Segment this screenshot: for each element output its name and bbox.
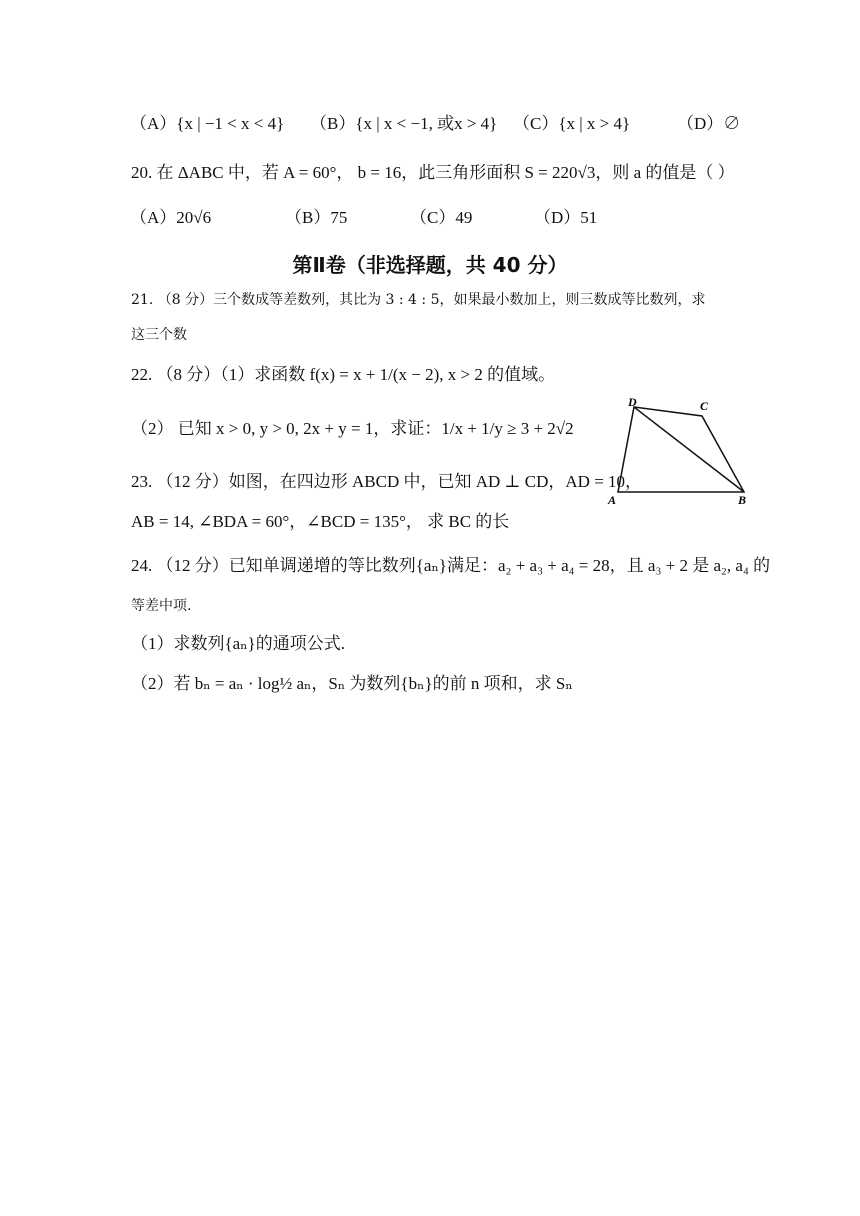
q20-option-a bbox=[130, 208, 211, 228]
q24-line2: 等差中项. bbox=[131, 598, 192, 614]
q20-option-b bbox=[285, 208, 347, 228]
q19-option-c bbox=[513, 114, 630, 134]
vertex-label-d: D bbox=[628, 396, 637, 409]
q19-option-a-text: {x | −1 < x < 4} bbox=[176, 114, 285, 133]
q19-option-d-text: ∅ bbox=[723, 114, 741, 133]
q19-option-d bbox=[677, 114, 740, 134]
q24-part1: （1）求数列{aₙ}的通项公式. bbox=[131, 634, 345, 653]
q19-option-a-label: （A） bbox=[130, 114, 177, 133]
vertex-label-a: A bbox=[608, 493, 617, 507]
q20-option-d-label: （D） bbox=[534, 208, 581, 227]
q20-option-c bbox=[410, 208, 472, 228]
vertex-label-b: B bbox=[738, 493, 747, 507]
q20-option-c-text: 49 bbox=[455, 208, 473, 227]
q22-part2: （2） 已知 x > 0, y > 0, 2x + y = 1，求证：1/x + 1/y ≥ 3 + 2√2 bbox=[131, 419, 574, 438]
q20-option-b-label: （B） bbox=[285, 208, 331, 227]
q19-option-b-label: （B） bbox=[310, 114, 356, 133]
q23-line2: AB = 14, ∠BDA = 60°，∠BCD = 135°， 求 BC 的长 bbox=[131, 512, 510, 531]
q19-option-d-label: （D） bbox=[677, 114, 724, 133]
q19-option-b-text: {x | x < −1, 或x > 4} bbox=[355, 114, 498, 133]
q20-option-a-text: 20√6 bbox=[176, 208, 212, 227]
vertex-label-c: C bbox=[700, 399, 709, 413]
q21-line2: 这三个数 bbox=[131, 327, 187, 343]
q20-option-d bbox=[534, 208, 597, 228]
section-title: 第Ⅱ卷（非选择题，共 40 分） bbox=[292, 253, 568, 277]
q23-line1: 23. （12 分）如图，在四边形 ABCD 中，已知 AD ⊥ CD，AD = 10， bbox=[131, 472, 643, 491]
q20-option-d-text: 51 bbox=[580, 208, 598, 227]
q19-option-a bbox=[130, 114, 284, 134]
q20-option-a-label: （A） bbox=[130, 208, 177, 227]
q22-part1: 22. （8 分）（1）求函数 f(x) = x + 1/(x − 2), x > 2 的值域。 bbox=[131, 365, 556, 384]
q21-line1: 21. （8 分）三个数成等差数列，其比为 3 : 4 : 5，如果最小数加上，则三数成等比数列，求 bbox=[131, 292, 706, 308]
q24-line1: 24. （12 分）已知单调递增的等比数列{aₙ}满足：a₂ + a₃ + a₄ = 28，且 a₃ + 2 是 a₂, a₄ 的 bbox=[131, 556, 771, 575]
q19-option-c-label: （C） bbox=[513, 114, 559, 133]
q24-part2: （2）若 bₙ = aₙ · log½ aₙ，Sₙ 为数列{bₙ}的前 n 项和，求 Sₙ bbox=[131, 674, 573, 693]
q20-option-c-label: （C） bbox=[410, 208, 456, 227]
q20-question: 20. 在 ΔABC 中，若 A = 60°， b = 16，此三角形面积 S = 220√3，则 a 的值是（ ） bbox=[131, 163, 735, 182]
q19-option-b bbox=[310, 114, 497, 134]
diagonal-bd bbox=[634, 407, 744, 492]
q19-option-c-text: {x | x > 4} bbox=[558, 114, 631, 133]
q20-option-b-text: 75 bbox=[330, 208, 348, 227]
